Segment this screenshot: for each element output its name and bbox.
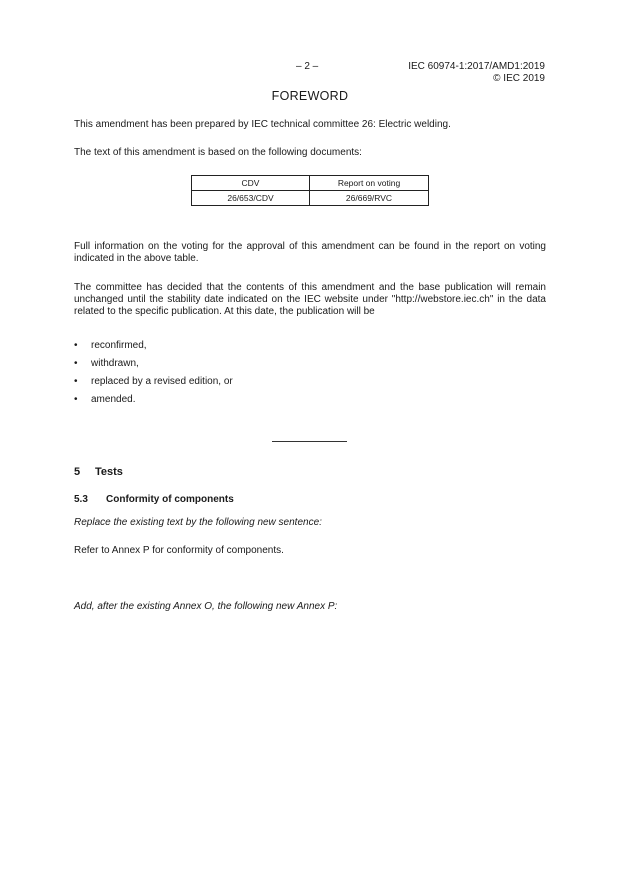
page-number: – 2 –	[296, 61, 319, 72]
foreword-title: FOREWORD	[271, 89, 349, 103]
section-title: Tests	[95, 466, 123, 478]
bullet-icon: •	[74, 394, 78, 405]
subsection-heading	[74, 494, 234, 505]
bullet-icon: •	[74, 340, 78, 351]
table-cell: 26/669/RVC	[310, 191, 429, 206]
replace-instruction: Replace the existing text by the following new sentence:	[74, 517, 322, 528]
table-row	[192, 191, 429, 206]
document-header	[408, 61, 545, 85]
table-header-cell: CDV	[192, 176, 310, 191]
list-item: • withdrawn,	[74, 358, 139, 369]
voting-info-paragraph: Full information on the voting for the approval of this amendment can be found in the report on voting indicated in the above table.	[74, 241, 546, 264]
committee-decision-paragraph: The committee has decided that the contents of this amendment and the base publication will remain unchanged until the stability date indicated on the IEC website under "http://webstore.iec.ch" in the data related to the specific publication. At this date, the publication will be	[74, 282, 546, 317]
subsection-title: Conformity of components	[106, 494, 234, 505]
section-divider	[272, 441, 347, 442]
bullet-icon: •	[74, 376, 78, 387]
list-item: • amended.	[74, 394, 136, 405]
table-header-row	[192, 176, 429, 191]
copyright-notice: © IEC 2019	[493, 73, 545, 84]
annex-reference-text: Refer to Annex P for conformity of components.	[74, 545, 284, 556]
list-item: • reconfirmed,	[74, 340, 147, 351]
table-cell: 26/653/CDV	[192, 191, 310, 206]
add-annex-instruction: Add, after the existing Annex O, the following new Annex P:	[74, 601, 338, 612]
prepared-by-paragraph: This amendment has been prepared by IEC technical committee 26: Electric welding.	[74, 119, 451, 130]
section-heading	[74, 466, 123, 478]
publication-outcome-list	[74, 340, 233, 412]
section-number: 5	[74, 466, 81, 478]
based-on-paragraph: The text of this amendment is based on the following documents:	[74, 147, 362, 158]
list-item: • replaced by a revised edition, or	[74, 376, 233, 387]
standard-reference: IEC 60974-1:2017/AMD1:2019	[408, 61, 545, 72]
bullet-icon: •	[74, 358, 78, 369]
documents-table	[191, 175, 429, 206]
table-header-cell: Report on voting	[310, 176, 429, 191]
subsection-number: 5.3	[74, 494, 88, 505]
